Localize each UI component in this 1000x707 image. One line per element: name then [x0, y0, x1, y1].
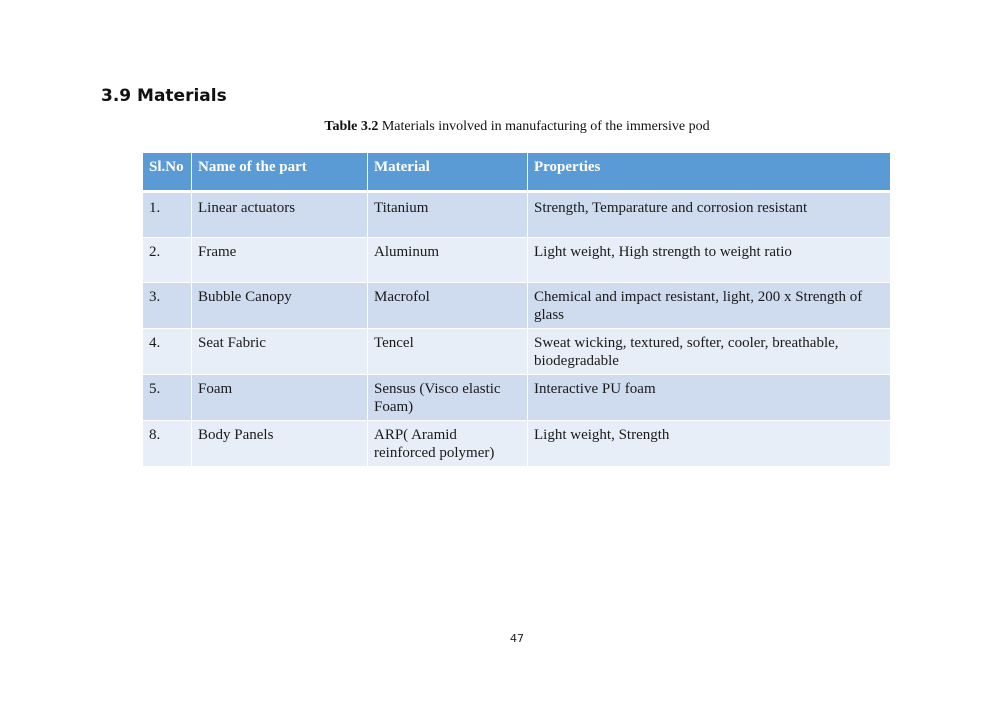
table-row [143, 375, 891, 421]
cell-part-name: Linear actuators [192, 192, 368, 238]
table-row [143, 329, 891, 375]
cell-slno: 5. [143, 375, 192, 421]
header-part-name: Name of the part [192, 153, 368, 192]
header-material: Material [368, 153, 528, 192]
cell-material: Tencel [368, 329, 528, 375]
table-row [143, 192, 891, 238]
section-heading: 3.9 Materials [101, 86, 227, 106]
cell-part-name: Frame [192, 238, 368, 283]
cell-material: Sensus (Visco elastic Foam) [368, 375, 528, 421]
cell-properties: Sweat wicking, textured, softer, cooler, breathable, biodegradable [528, 329, 891, 375]
table-row [143, 283, 891, 329]
header-properties: Properties [528, 153, 891, 192]
cell-slno: 1. [143, 192, 192, 238]
cell-material: Titanium [368, 192, 528, 238]
cell-slno: 4. [143, 329, 192, 375]
cell-slno: 8. [143, 421, 192, 467]
table-row [143, 421, 891, 467]
cell-properties: Interactive PU foam [528, 375, 891, 421]
cell-properties: Light weight, Strength [528, 421, 891, 467]
table-caption [0, 118, 1000, 136]
table-caption-label: Table 3.2 [324, 119, 379, 134]
page-number: 47 [510, 632, 524, 645]
cell-material: ARP( Aramid reinforced polymer) [368, 421, 528, 467]
cell-properties: Chemical and impact resistant, light, 200 x Strength of glass [528, 283, 891, 329]
cell-part-name: Seat Fabric [192, 329, 368, 375]
table-caption-text: Materials involved in manufacturing of the immersive pod [378, 119, 710, 134]
header-slno: Sl.No [143, 153, 192, 192]
cell-properties: Light weight, High strength to weight ratio [528, 238, 891, 283]
cell-slno: 2. [143, 238, 192, 283]
table-row [143, 238, 891, 283]
cell-part-name: Bubble Canopy [192, 283, 368, 329]
cell-slno: 3. [143, 283, 192, 329]
materials-table [142, 152, 891, 467]
cell-material: Macrofol [368, 283, 528, 329]
cell-part-name: Foam [192, 375, 368, 421]
cell-part-name: Body Panels [192, 421, 368, 467]
table-header-row [143, 153, 891, 192]
cell-material: Aluminum [368, 238, 528, 283]
cell-properties: Strength, Temparature and corrosion resistant [528, 192, 891, 238]
